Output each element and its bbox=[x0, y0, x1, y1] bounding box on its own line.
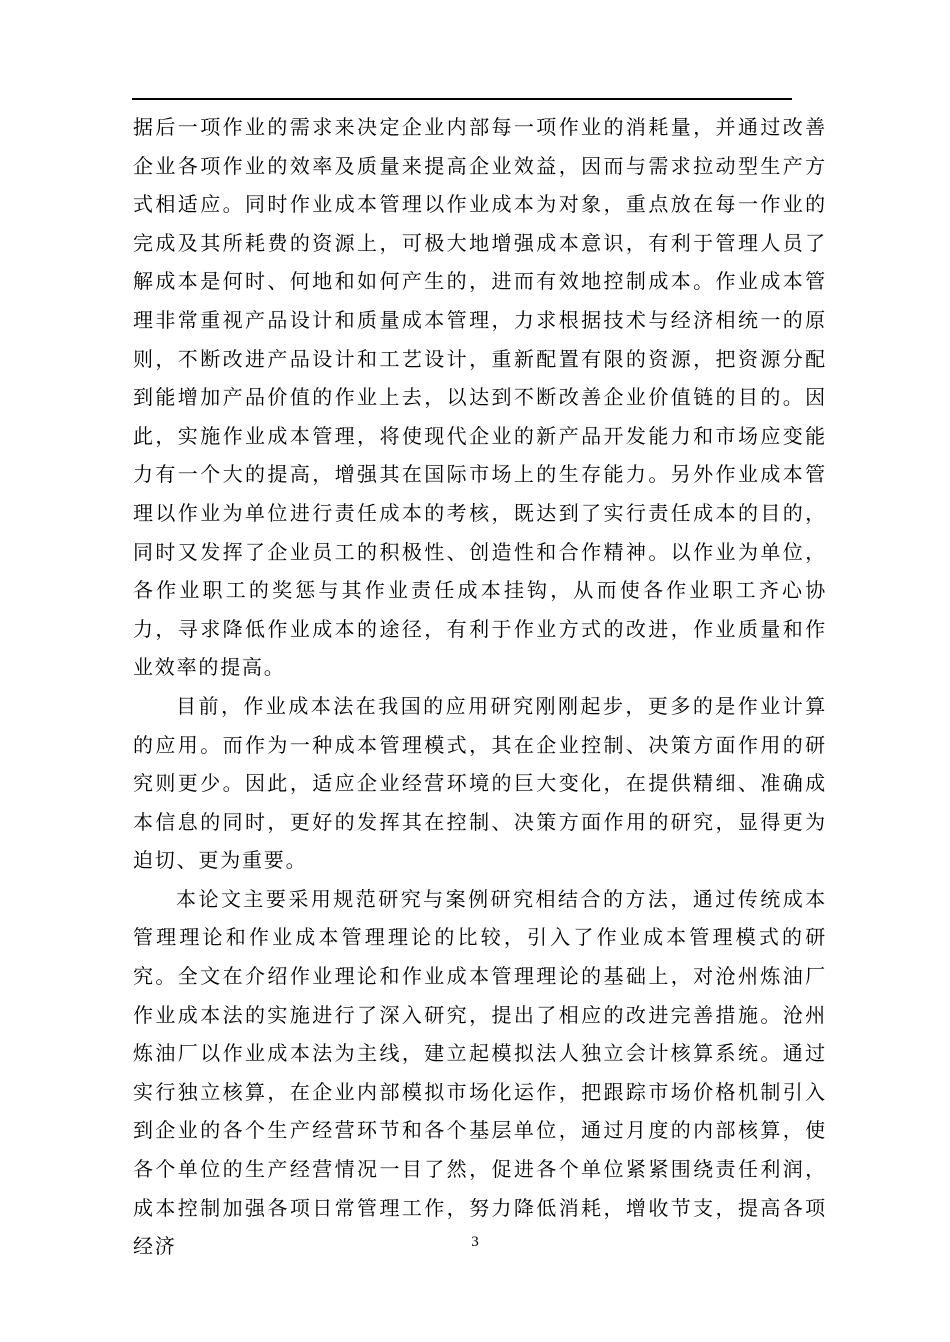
document-body bbox=[133, 108, 827, 1266]
paragraph-2: 目前，作业成本法在我国的应用研究刚刚起步，更多的是作业计算的应用。而作为一种成本管理模式，其在企业控制、决策方面作用的研究则更少。因此，适应企业经营环境的巨大变化，在提供精细、准确成本信息的同时，更好的发挥其在控制、决策方面作用的研究，显得更为迫切、更为重要。 bbox=[133, 693, 827, 873]
header-rule bbox=[132, 98, 792, 100]
paragraph-3: 本论文主要采用规范研究与案例研究相结合的方法，通过传统成本管理理论和作业成本管理理论的比较，引入了作业成本管理模式的研究。全文在介绍作业理论和作业成本管理理论的基础上，对沧州炼油厂作业成本法的实施进行了深入研究，提出了相应的改进完善措施。沧州炼油厂以作业成本法为主线，建立起模拟法人独立会计核算系统。通过实行独立核算，在企业内部模拟市场化运作，把跟踪市场价格机制引入到企业的各个生产经营环节和各个基层单位，通过月度的内部核算，使各个单位的生产经营情况一目了然，促进各个单位紧紧围绕责任利润，成本控制加强各项日常管理工作，努力降低消耗，增收节支，提高各项经济 bbox=[133, 886, 827, 1259]
page-number: 3 bbox=[471, 1234, 479, 1250]
paragraph-1: 据后一项作业的需求来决定企业内部每一项作业的消耗量，并通过改善企业各项作业的效率及质量来提高企业效益，因而与需求拉动型生产方式相适应。同时作业成本管理以作业成本为对象，重点放在每一作业的完成及其所耗费的资源上，可极大地增强成本意识，有利于管理人员了解成本是何时、何地和如何产生的，进而有效地控制成本。作业成本管理非常重视产品设计和质量成本管理，力求根据技术与经济相统一的原则，不断改进产品设计和工艺设计，重新配置有限的资源，把资源分配到能增加产品价值的作业上去，以达到不断改善企业价值链的目的。因此，实施作业成本管理，将使现代企业的新产品开发能力和市场应变能力有一个大的提高，增强其在国际市场上的生存能力。另外作业成本管理以作业为单位进行责任成本的考核，既达到了实行责任成本的目的，同时又发挥了企业员工的积极性、创造性和合作精神。以作业为单位，各作业职工的奖惩与其作业责任成本挂钩，从而使各作业职工齐心协力，寻求降低作业成本的途径，有利于作业方式的改进，作业质量和作业效率的提高。 bbox=[133, 115, 827, 680]
